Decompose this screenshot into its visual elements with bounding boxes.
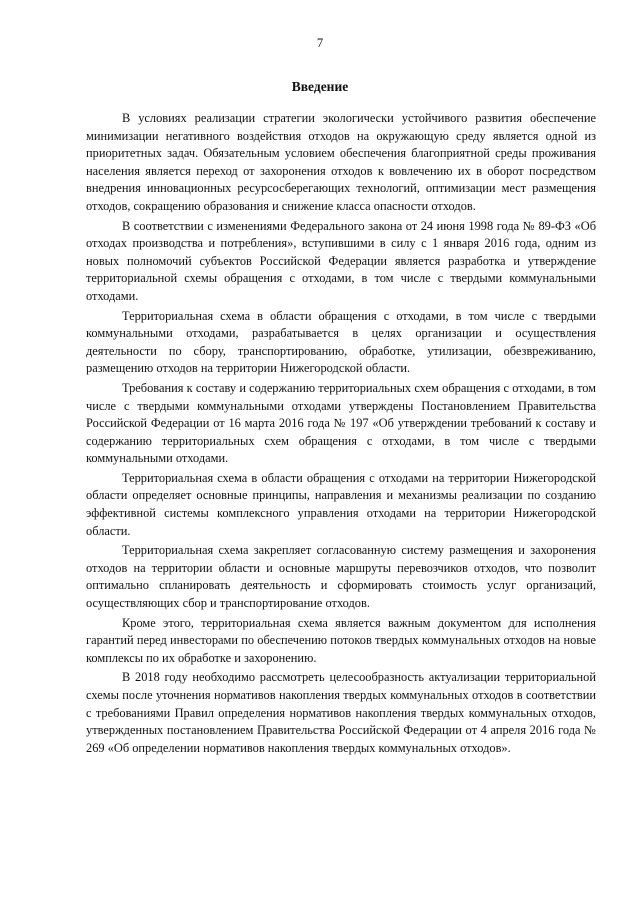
- paragraph-4: Требования к составу и содержанию территориальных схем обращения с отходами, в том числе с твердыми коммунальными отходами утверждены Постановлением Правительства Российской Федерации от 16 марта 2016 года № 197 «Об утверждении требований к составу и содержанию территориальных схем обращения с отходами, в том числе с твердыми коммунальными отходами.: [86, 380, 596, 466]
- section-heading: Введение: [291, 79, 349, 94]
- page-number: 7: [316, 36, 324, 50]
- paragraph-5: Территориальная схема в области обращения с отходами на территории Нижегородской области определяет основные принципы, направления и механизмы реализации по созданию эффективной системы комплексного управления отходами на территории Нижегородской области.: [86, 470, 596, 538]
- paragraph-1: В условиях реализации стратегии экологически устойчивого развития обеспечение минимизации негативного воздействия отходов на окружающую среду является одной из приоритетных задач. Обязательным условием обеспечения благоприятной среды проживания населения является переход от захоронения отходов к вовлечению их в оборот посредством внедрения инновационных ресурсосберегающих технологий, оптимизации мест размещения отходов, сокращению образования и снижение класса опасности отходов.: [86, 111, 596, 213]
- paragraph-7: Кроме этого, территориальная схема является важным документом для исполнения гарантий перед инвесторами по обеспечению потоков твердых коммунальных отходов на новые комплексы по их обработке и захоронению.: [86, 615, 596, 665]
- document-body: [86, 110, 596, 759]
- paragraph-3: Территориальная схема в области обращения с отходами, в том числе с твердыми коммунальными отходами, разрабатывается в целях организации и осуществления деятельности по сбору, транспортированию, обработке, утилизации, обезвреживанию, размещению отходов на территории Нижегородской области.: [86, 308, 596, 376]
- paragraph-8: В 2018 году необходимо рассмотреть целесообразность актуализации территориальной схемы после уточнения нормативов накопления твердых коммунальных отходов в соответствии с требованиями Правил определения нормативов накопления твердых коммунальных отходов, утвержденных постановлением Правительства Российской Федерации от 4 апреля 2016 года № 269 «Об определении нормативов накопления твердых коммунальных отходов».: [86, 670, 596, 755]
- paragraph-6: Территориальная схема закрепляет согласованную систему размещения и захоронения отходов на территории области и основные маршруты перевозчиков отходов, что позволит оптимально спланировать деятельность и сформировать стоимость услуг организаций, осуществляющих сбор и транспортирование отходов.: [86, 543, 596, 611]
- paragraph-2: В соответствии с изменениями Федерального закона от 24 июня 1998 года № 89-ФЗ «Об отходах производства и потребления», вступившими в силу с 1 января 2016 года, одним из новых полномочий субъектов Российской Федерации является разработка и утверждение территориальной схемы обращения с отходами, в том числе с твердыми коммунальными отходами.: [86, 218, 596, 303]
